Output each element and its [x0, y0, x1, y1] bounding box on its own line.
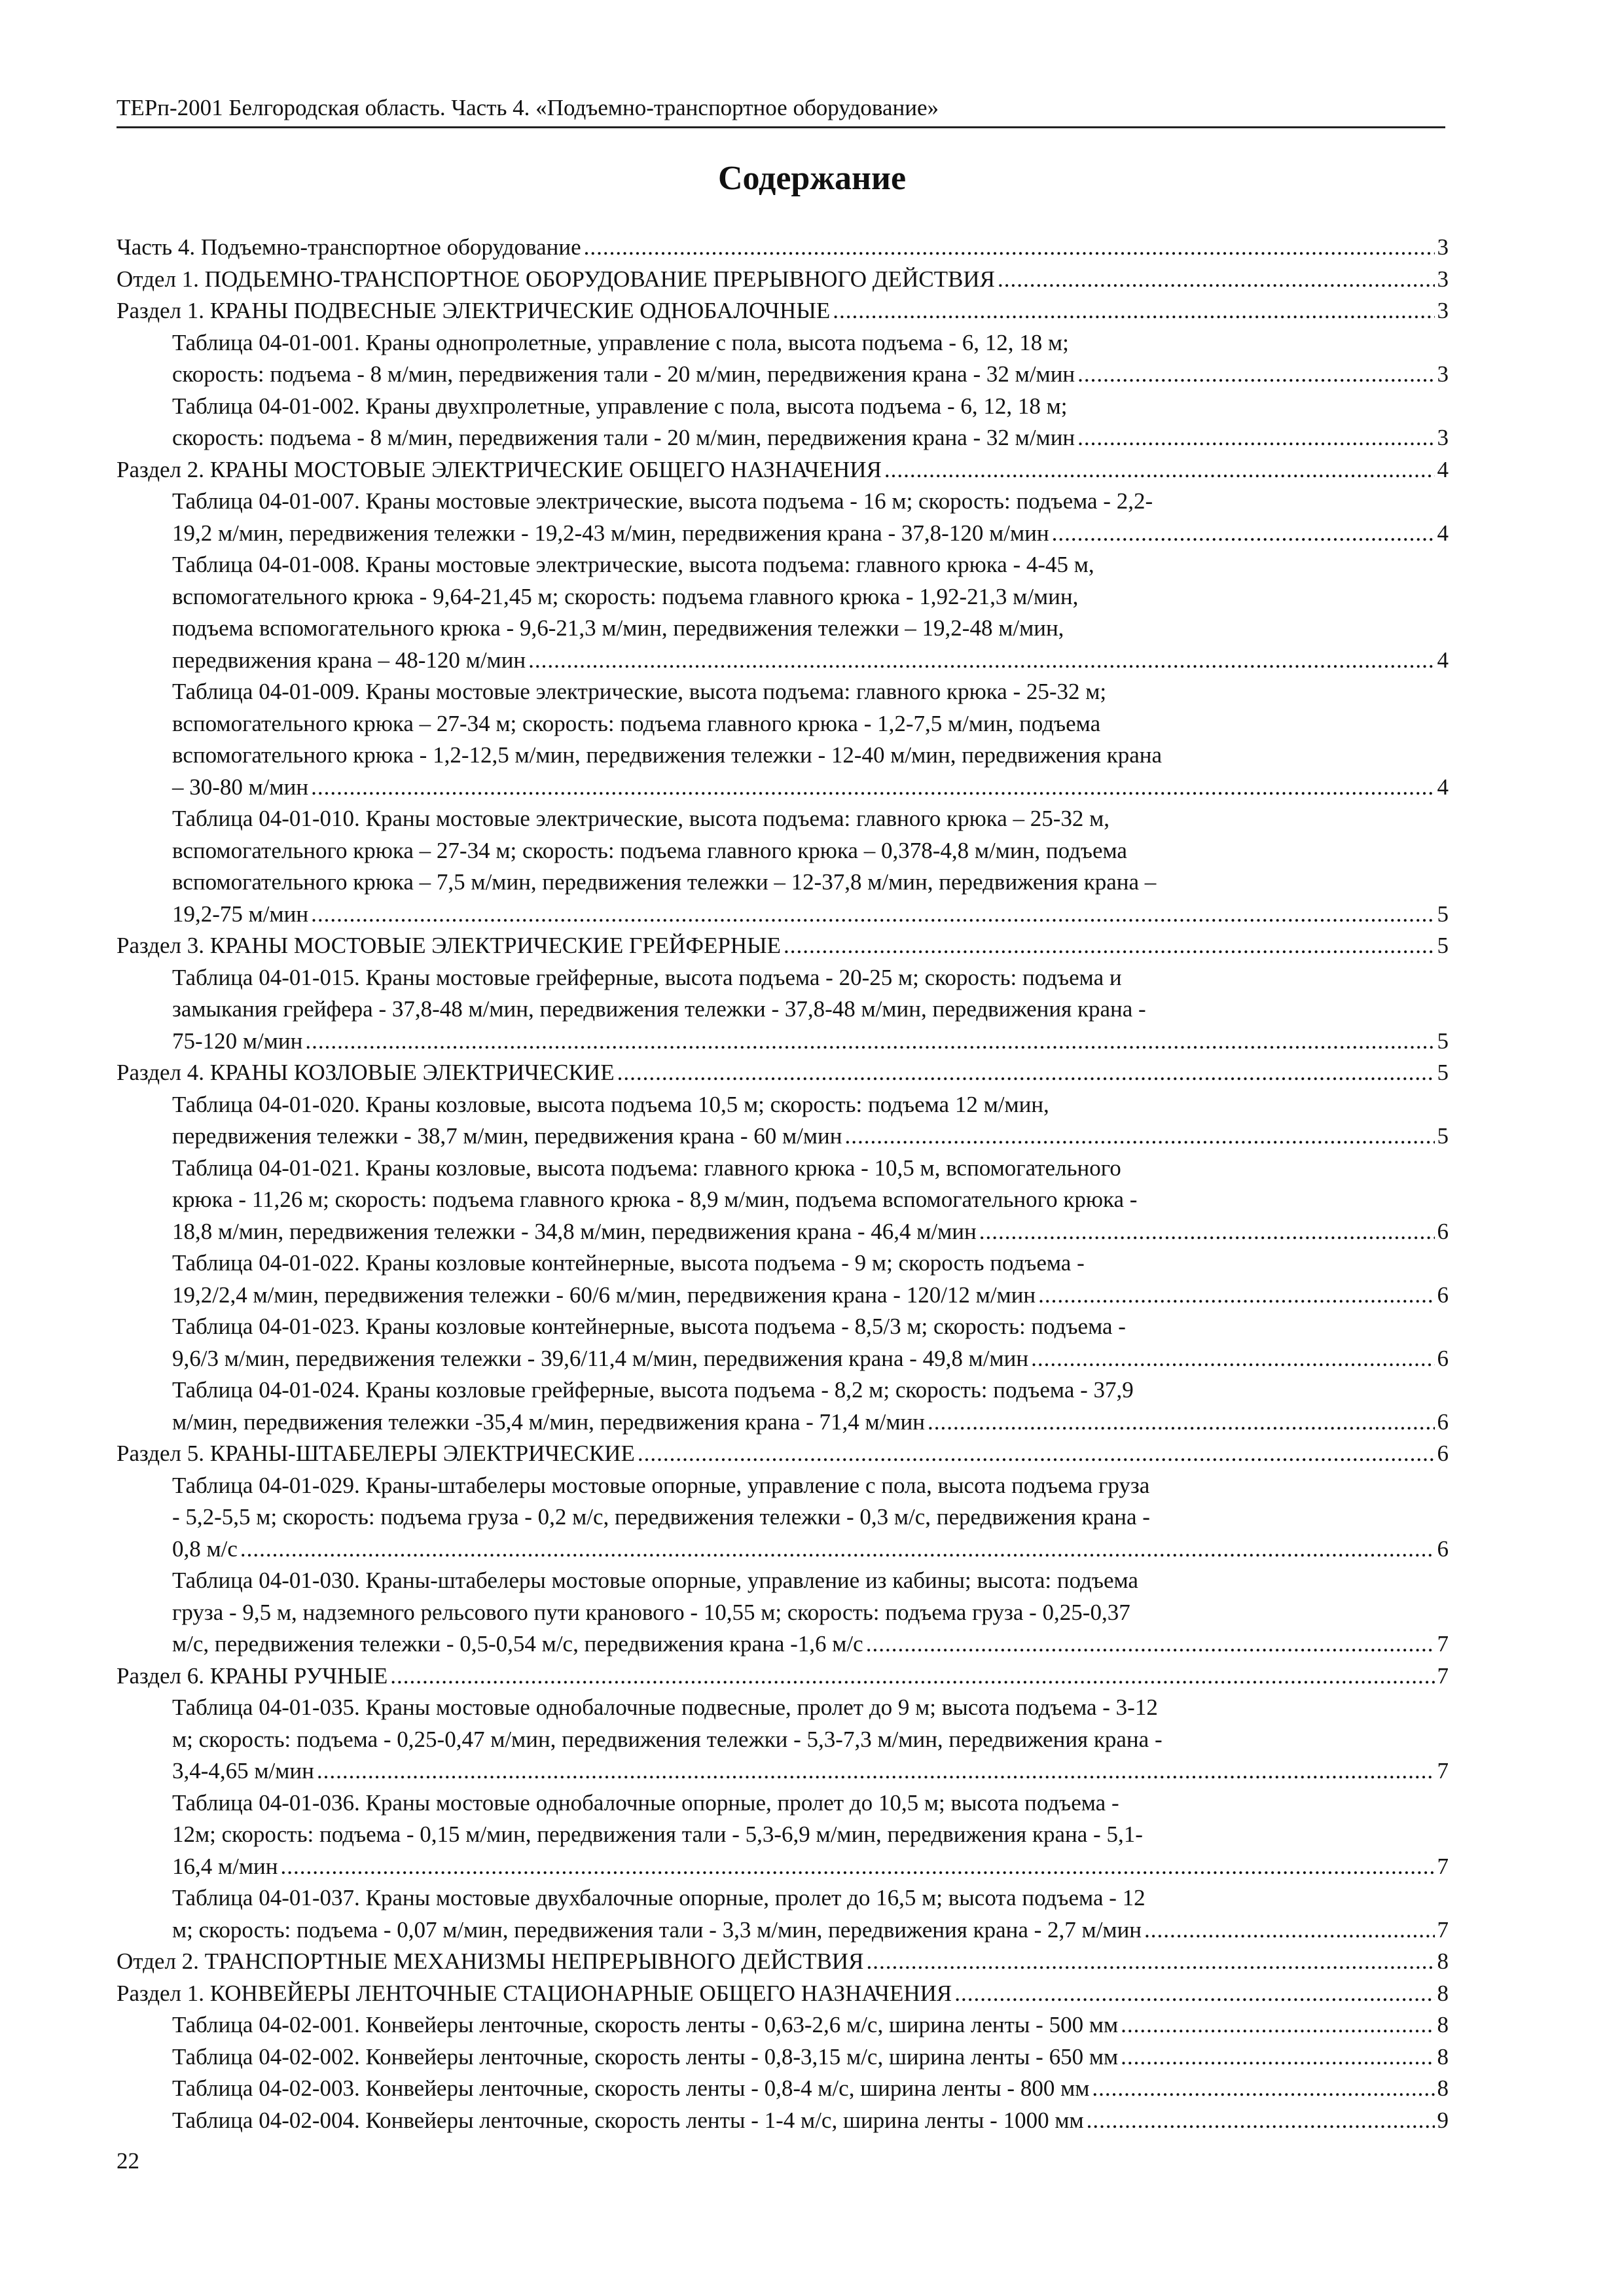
- toc-entry[interactable]: [117, 803, 1449, 930]
- toc-entry-text-line: Таблица 04-01-010. Краны мостовые электрические, высота подъема: главного крюка – 25-32 м,: [172, 806, 1110, 831]
- toc-entry-text-line: Таблица 04-01-023. Краны козловые контейнерные, высота подъема - 8,5/3 м; скорость: подъема -: [172, 1314, 1126, 1339]
- dot-leader: [1092, 2073, 1434, 2105]
- toc-page-number: 8: [1437, 2043, 1449, 2070]
- toc-entry-text-line: скорость: подъема - 8 м/мин, передвижения тали - 20 м/мин, передвижения крана - 32 м/мин: [172, 361, 1075, 387]
- toc-page-number: 6: [1437, 1535, 1449, 1562]
- toc-entry-text-line: 75-120 м/мин: [172, 1028, 303, 1054]
- toc-entry-text-line: Таблица 04-01-022. Краны козловые контейнерные, высота подъема - 9 м; скорость подъема -: [172, 1250, 1085, 1276]
- toc-entry-text-line: Таблица 04-02-001. Конвейеры ленточные, скорость ленты - 0,63-2,6 м/с, ширина ленты - 500 мм: [172, 2012, 1119, 2037]
- toc-page-number: 6: [1437, 1218, 1449, 1244]
- dot-leader: [390, 1660, 1434, 1693]
- toc-entry[interactable]: [117, 1565, 1449, 1660]
- toc-entry-text-line: Таблица 04-01-020. Краны козловые, высота подъема 10,5 м; скорость: подъема 12 м/мин,: [172, 1091, 1049, 1117]
- dot-leader: [1144, 1914, 1434, 1946]
- toc-entry-text-line: Часть 4. Подъемно-транспортное оборудование: [117, 234, 581, 260]
- toc-page-number: 7: [1437, 1662, 1449, 1689]
- dot-leader: [866, 1946, 1434, 1978]
- toc-entry-text-line: Таблица 04-01-002. Краны двухпролетные, управление с пола, высота подъема - 6, 12, 18 м;: [172, 393, 1068, 419]
- toc-entry-text-line: м; скорость: подъема - 0,25-0,47 м/мин, передвижения тележки - 5,3-7,3 м/мин, передвижения крана -: [172, 1726, 1163, 1752]
- toc-entry[interactable]: [117, 549, 1449, 676]
- toc-page-number: 5: [1437, 901, 1449, 927]
- toc-page-number: 3: [1437, 298, 1449, 323]
- toc-entry[interactable]: [117, 1978, 1449, 2010]
- toc-entry-text-line: Таблица 04-01-024. Краны козловые грейферные, высота подъема - 8,2 м; скорость: подъема - 37,9: [172, 1377, 1134, 1403]
- dot-leader: [528, 645, 1434, 677]
- toc-page-number: 4: [1437, 520, 1449, 546]
- dot-leader: [866, 1628, 1435, 1660]
- toc-page-number: 6: [1437, 1441, 1449, 1466]
- toc-entry-text-line: 19,2 м/мин, передвижения тележки - 19,2-43 м/мин, передвижения крана - 37,8-120 м/мин: [172, 520, 1049, 546]
- toc-page-number: 8: [1437, 2075, 1449, 2101]
- toc-entry[interactable]: [117, 1692, 1449, 1787]
- dot-leader: [1052, 518, 1435, 550]
- toc-entry[interactable]: [117, 1089, 1449, 1153]
- toc-page-number: 6: [1437, 1282, 1449, 1308]
- toc-entry-text-line: 19,2/2,4 м/мин, передвижения тележки - 60/6 м/мин, передвижения крана - 120/12 м/мин: [172, 1282, 1036, 1308]
- dot-leader: [884, 454, 1435, 486]
- toc-page-number: 7: [1437, 1758, 1449, 1784]
- toc-entry-text-line: Таблица 04-02-003. Конвейеры ленточные, скорость ленты - 0,8-4 м/с, ширина ленты - 800 мм: [172, 2075, 1090, 2101]
- toc-entry-text-line: Раздел 1. КОНВЕЙЕРЫ ЛЕНТОЧНЫЕ СТАЦИОНАРНЫЕ ОБЩЕГО НАЗНАЧЕНИЯ: [117, 1980, 952, 2006]
- toc-entry-text-line: передвижения тележки - 38,7 м/мин, передвижения крана - 60 м/мин: [172, 1123, 842, 1149]
- toc-entry-text-line: Таблица 04-01-008. Краны мостовые электрические, высота подъема: главного крюка - 4-45 м,: [172, 552, 1094, 577]
- toc-entry[interactable]: [117, 676, 1449, 803]
- dot-leader: [1038, 1280, 1434, 1312]
- dot-leader: [617, 1057, 1435, 1089]
- toc-entry[interactable]: [117, 1660, 1449, 1693]
- dot-leader: [928, 1407, 1435, 1439]
- toc-entry-text-line: Таблица 04-01-035. Краны мостовые однобалочные подвесные, пролет до 9 м; высота подъема - 3-12: [172, 1695, 1158, 1720]
- dot-leader: [833, 295, 1434, 327]
- toc-page-number: 4: [1437, 456, 1449, 482]
- toc-entry[interactable]: [117, 391, 1449, 454]
- toc-page-number: 5: [1437, 933, 1449, 958]
- toc-entry-text-line: крюка - 11,26 м; скорость: подъема главного крюка - 8,9 м/мин, подъема вспомогательного крюка -: [172, 1187, 1138, 1212]
- toc-entry[interactable]: [117, 1057, 1449, 1089]
- toc-entry[interactable]: [117, 232, 1449, 264]
- toc-entry-text-line: Раздел 5. КРАНЫ-ШТАБЕЛЕРЫ ЭЛЕКТРИЧЕСКИЕ: [117, 1441, 635, 1466]
- toc-page-number: 3: [1437, 425, 1449, 450]
- toc-entry[interactable]: [117, 1882, 1449, 1946]
- toc-entry-text-line: Таблица 04-02-002. Конвейеры ленточные, скорость ленты - 0,8-3,15 м/с, ширина ленты - 650 мм: [172, 2043, 1119, 2070]
- toc-entry-text-line: подъема вспомогательного крюка - 9,6-21,3 м/мин, передвижения тележки – 19,2-48 м/мин,: [172, 615, 1064, 641]
- toc-entry-text-line: Таблица 04-01-030. Краны-штабелеры мостовые опорные, управление из кабины; высота: подъема: [172, 1568, 1138, 1593]
- dot-leader: [311, 899, 1434, 931]
- toc-entry-text-line: 3,4-4,65 м/мин: [172, 1758, 314, 1784]
- toc-entry[interactable]: [117, 264, 1449, 296]
- toc-entry-text-line: Таблица 04-01-037. Краны мостовые двухбалочные опорные, пролет до 16,5 м; высота подъема - 12: [172, 1885, 1146, 1910]
- toc-entry-text-line: Раздел 1. КРАНЫ ПОДВЕСНЫЕ ЭЛЕКТРИЧЕСКИЕ ОДНОБАЛОЧНЫЕ: [117, 298, 831, 323]
- toc-page-number: 7: [1437, 1916, 1449, 1943]
- toc-entry-text-line: скорость: подъема - 8 м/мин, передвижения тали - 20 м/мин, передвижения крана - 32 м/мин: [172, 425, 1075, 450]
- dot-leader: [1077, 422, 1434, 454]
- toc-entry-text-line: Раздел 2. КРАНЫ МОСТОВЫЕ ЭЛЕКТРИЧЕСКИЕ ОБЩЕГО НАЗНАЧЕНИЯ: [117, 456, 882, 482]
- toc-entry[interactable]: [117, 1946, 1449, 1978]
- toc-entry-text-line: вспомогательного крюка – 7,5 м/мин, передвижения тележки – 12-37,8 м/мин, передвижения крана –: [172, 869, 1157, 895]
- toc-page-number: 4: [1437, 774, 1449, 800]
- toc-entry-text-line: передвижения крана – 48-120 м/мин: [172, 647, 526, 673]
- toc-page-number: 8: [1437, 2012, 1449, 2037]
- dot-leader: [1121, 2041, 1434, 2073]
- dot-leader: [845, 1121, 1435, 1153]
- dot-leader: [1121, 2009, 1434, 2041]
- toc-entry-text-line: Раздел 6. КРАНЫ РУЧНЫЕ: [117, 1662, 388, 1689]
- toc-entry-text-line: Таблица 04-01-021. Краны козловые, высота подъема: главного крюка - 10,5 м, вспомогательного: [172, 1155, 1121, 1181]
- toc-page-number: 5: [1437, 1060, 1449, 1085]
- dot-leader: [954, 1978, 1434, 2010]
- toc-page-number: 3: [1437, 361, 1449, 387]
- toc-entry-text-line: замыкания грейфера - 37,8-48 м/мин, передвижения тележки - 37,8-48 м/мин, передвижения крана -: [172, 996, 1146, 1022]
- toc-entry[interactable]: [117, 930, 1449, 962]
- toc-entry-text-line: - 5,2-5,5 м; скорость: подъема груза - 0,2 м/с, передвижения тележки - 0,3 м/с, передвижения крана -: [172, 1504, 1150, 1530]
- toc-entry[interactable]: [117, 1153, 1449, 1248]
- toc-entry[interactable]: [117, 1470, 1449, 1566]
- toc-entry-text-line: 0,8 м/с: [172, 1535, 238, 1562]
- toc-page-number: 4: [1437, 647, 1449, 673]
- toc-page-number: 7: [1437, 1631, 1449, 1657]
- toc-entry[interactable]: [117, 2041, 1449, 2073]
- toc-entry-text-line: груза - 9,5 м, надземного рельсового пути кранового - 10,55 м; скорость: подъема груза - 0,25-0,37: [172, 1599, 1130, 1625]
- toc-entry-text-line: м/с, передвижения тележки - 0,5-0,54 м/с, передвижения крана -1,6 м/с: [172, 1631, 863, 1657]
- toc-entry-text-line: Таблица 04-01-036. Краны мостовые однобалочные опорные, пролет до 10,5 м; высота подъема -: [172, 1789, 1119, 1816]
- toc-page-number: 6: [1437, 1408, 1449, 1435]
- dot-leader: [638, 1438, 1435, 1470]
- toc-entry[interactable]: [117, 2009, 1449, 2041]
- toc-entry-text-line: вспомогательного крюка - 9,64-21,45 м; скорость: подъема главного крюка - 1,92-21,3 м/мин,: [172, 583, 1079, 609]
- dot-leader: [998, 264, 1434, 296]
- dot-leader: [1031, 1343, 1434, 1375]
- toc-page-number: 3: [1437, 234, 1449, 260]
- running-header: ТЕРп-2001 Белгородская область. Часть 4. «Подъемно-транспортное оборудование»: [117, 92, 1445, 128]
- toc-entry-text-line: вспомогательного крюка - 1,2-12,5 м/мин, передвижения тележки - 12-40 м/мин, передвижения крана: [172, 742, 1163, 768]
- toc-page-number: 5: [1437, 1028, 1449, 1054]
- page-number: 22: [117, 2148, 139, 2174]
- dot-leader: [311, 772, 1434, 804]
- page-title: Содержание: [717, 160, 907, 197]
- toc-entry-text-line: Отдел 1. ПОДЬЕМНО-ТРАНСПОРТНОЕ ОБОРУДОВАНИЕ ПРЕРЫВНОГО ДЕЙСТВИЯ: [117, 266, 996, 292]
- toc-entry[interactable]: [117, 1311, 1449, 1374]
- dot-leader: [1087, 2105, 1435, 2137]
- toc-page-number: 5: [1437, 1123, 1449, 1149]
- toc-entry[interactable]: [117, 2073, 1449, 2105]
- dot-leader: [979, 1216, 1435, 1248]
- toc-entry-text-line: 16,4 м/мин: [172, 1853, 278, 1879]
- toc-entry[interactable]: [117, 327, 1449, 391]
- toc-entry[interactable]: [117, 1438, 1449, 1470]
- dot-leader: [280, 1851, 1434, 1883]
- dot-leader: [1077, 359, 1434, 391]
- toc-entry-text-line: Таблица 04-01-007. Краны мостовые электрические, высота подъема - 16 м; скорость: подъема - 2,2-: [172, 488, 1153, 514]
- toc-entry-text-line: Таблица 04-01-015. Краны мостовые грейферные, высота подъема - 20-25 м; скорость: подъема и: [172, 964, 1122, 990]
- toc-entry-text-line: 9,6/3 м/мин, передвижения тележки - 39,6/11,4 м/мин, передвижения крана - 49,8 м/мин: [172, 1345, 1029, 1371]
- toc-entry-text-line: 19,2-75 м/мин: [172, 901, 309, 927]
- toc-entry[interactable]: [117, 1247, 1449, 1311]
- toc-entry[interactable]: [117, 962, 1449, 1058]
- dot-leader: [305, 1026, 1434, 1058]
- toc-entry-text-line: Таблица 04-01-001. Краны однопролетные, управление с пола, высота подъема - 6, 12, 18 м;: [172, 329, 1069, 355]
- toc-entry-text-line: Отдел 2. ТРАНСПОРТНЫЕ МЕХАНИЗМЫ НЕПРЕРЫВНОГО ДЕЙСТВИЯ: [117, 1948, 864, 1974]
- toc-page-number: 8: [1437, 1948, 1449, 1974]
- toc-page-number: 7: [1437, 1853, 1449, 1879]
- toc-page-number: 6: [1437, 1345, 1449, 1371]
- table-of-contents: [117, 232, 1449, 2136]
- toc-entry[interactable]: [117, 2105, 1449, 2137]
- dot-leader: [584, 232, 1435, 264]
- toc-entry[interactable]: [117, 1787, 1449, 1883]
- toc-entry-text-line: вспомогательного крюка – 27-34 м; скорость: подъема главного крюка – 0,378-4,8 м/мин, подъема: [172, 837, 1127, 863]
- toc-entry-text-line: м/мин, передвижения тележки -35,4 м/мин, передвижения крана - 71,4 м/мин: [172, 1408, 925, 1435]
- toc-entry-text-line: Раздел 3. КРАНЫ МОСТОВЫЕ ЭЛЕКТРИЧЕСКИЕ ГРЕЙФЕРНЫЕ: [117, 933, 781, 958]
- toc-entry-text-line: 18,8 м/мин, передвижения тележки - 34,8 м/мин, передвижения крана - 46,4 м/мин: [172, 1218, 977, 1244]
- toc-entry-text-line: Таблица 04-01-009. Краны мостовые электрические, высота подъема: главного крюка - 25-32 м;: [172, 679, 1107, 704]
- dot-leader: [784, 930, 1435, 962]
- dot-leader: [317, 1755, 1435, 1787]
- toc-page-number: 3: [1437, 266, 1449, 292]
- toc-entry[interactable]: [117, 295, 1449, 327]
- toc-entry[interactable]: [117, 454, 1449, 486]
- toc-entry-text-line: 12м; скорость: подъема - 0,15 м/мин, передвижения тали - 5,3-6,9 м/мин, передвижения крана - 5,1-: [172, 1821, 1143, 1847]
- toc-entry-text-line: вспомогательного крюка – 27-34 м; скорость: подъема главного крюка - 1,2-7,5 м/мин, подъема: [172, 710, 1101, 736]
- toc-page-number: 8: [1437, 1980, 1449, 2006]
- toc-entry-text-line: Таблица 04-02-004. Конвейеры ленточные, скорость ленты - 1-4 м/с, ширина ленты - 1000 мм: [172, 2107, 1084, 2133]
- toc-entry[interactable]: [117, 1374, 1449, 1438]
- toc-entry[interactable]: [117, 486, 1449, 549]
- toc-entry-text-line: Раздел 4. КРАНЫ КОЗЛОВЫЕ ЭЛЕКТРИЧЕСКИЕ: [117, 1060, 615, 1085]
- toc-entry-text-line: Таблица 04-01-029. Краны-штабелеры мостовые опорные, управление с пола, высота подъема груза: [172, 1472, 1150, 1498]
- toc-entry-text-line: м; скорость: подъема - 0,07 м/мин, передвижения тали - 3,3 м/мин, передвижения крана - 2,7 м/мин: [172, 1916, 1142, 1943]
- toc-page-number: 9: [1437, 2107, 1449, 2133]
- dot-leader: [240, 1534, 1435, 1566]
- toc-entry-text-line: – 30-80 м/мин: [172, 774, 309, 800]
